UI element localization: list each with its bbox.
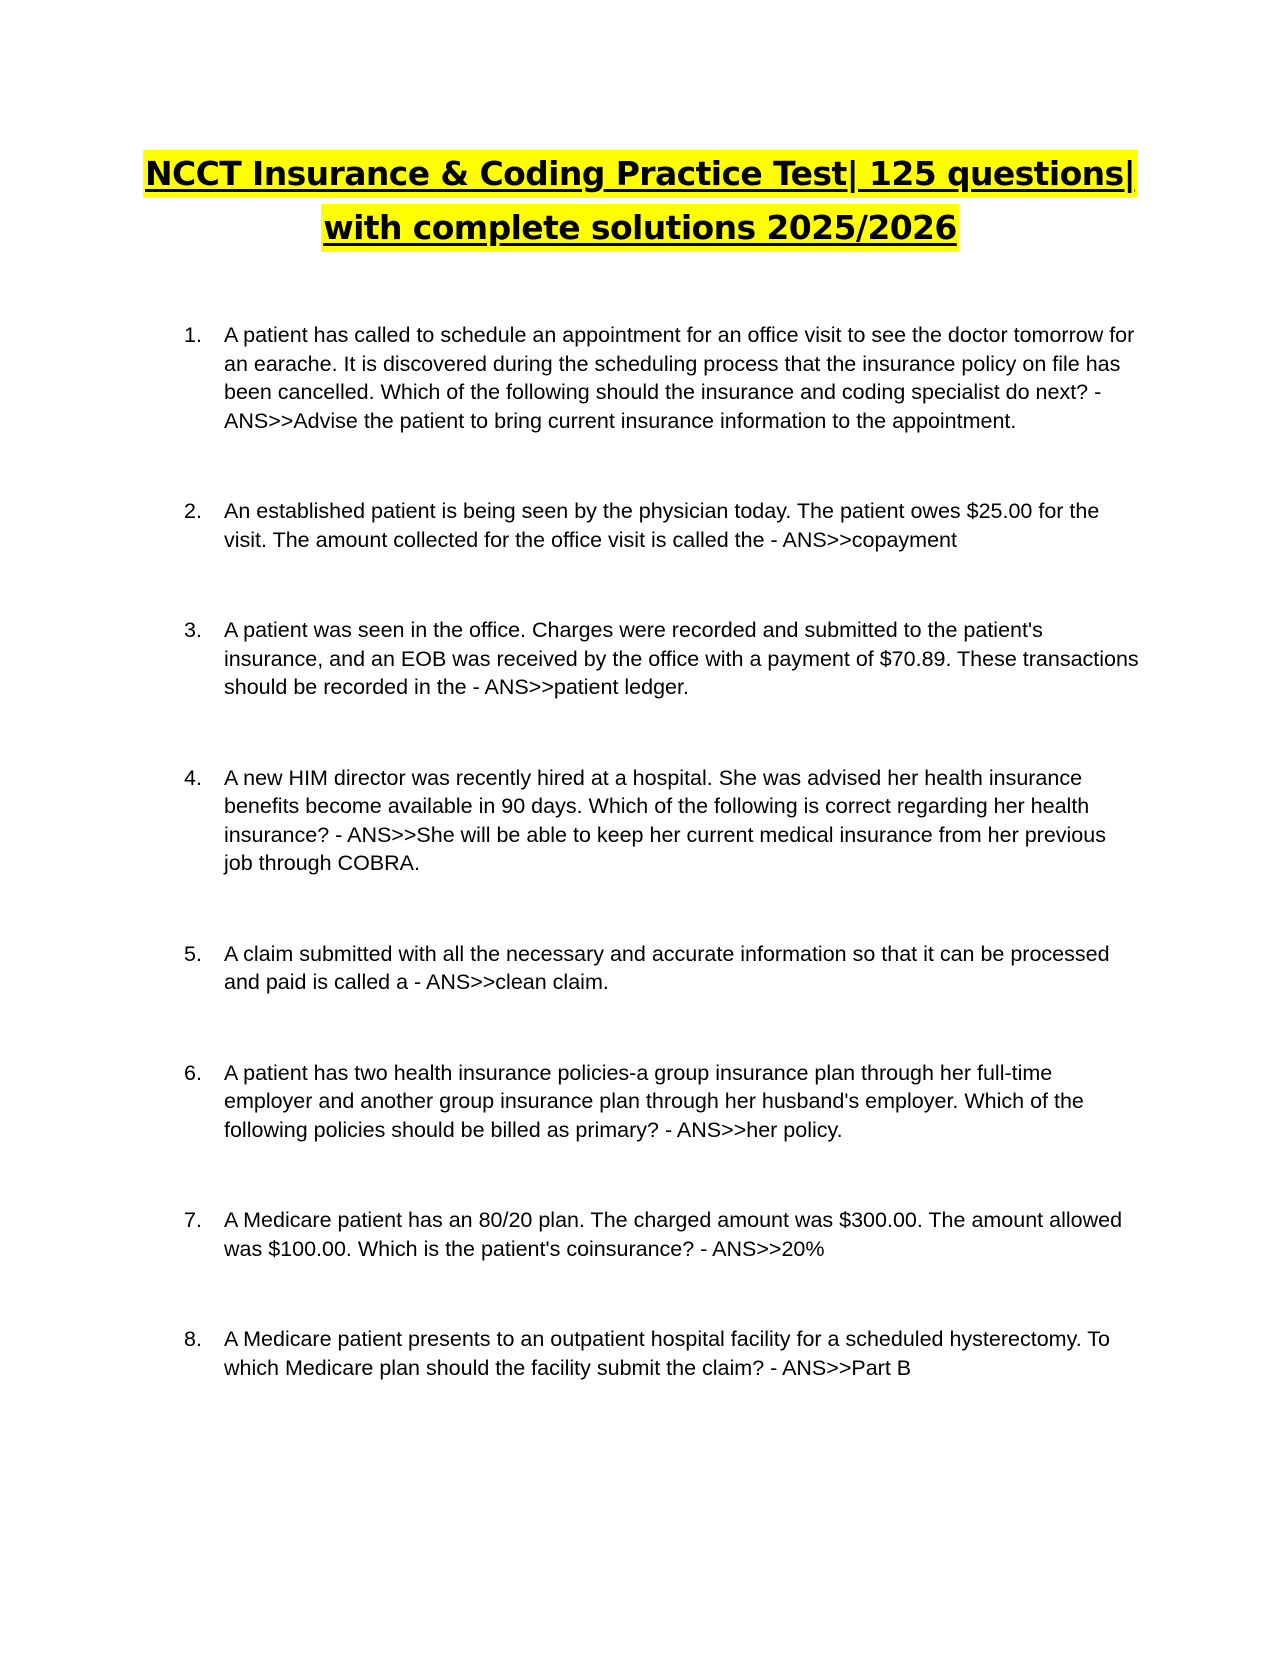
title-line-2: with complete solutions 2025/2026: [321, 204, 959, 252]
question-text: A patient has called to schedule an appointment for an office visit to see the doctor tomorrow for an earache. It is discovered during the scheduling process that the insurance policy on file has been cancelled. Which of the following should the insurance and coding specialist do next? - ANS>>Advise the patient to bring current insurance information to the appointment.: [224, 323, 1135, 433]
question-text: A claim submitted with all the necessary and accurate information so that it can be processed and paid is called a - ANS>>clean claim.: [224, 941, 1110, 994]
title-line-1: NCCT Insurance & Coding Practice Test| 125 questions|: [143, 150, 1137, 198]
question-item-8: [0, 1325, 1280, 1382]
question-number: 7.: [184, 1208, 202, 1232]
question-number: 4.: [184, 765, 202, 790]
question-item-2: [0, 497, 1280, 554]
question-text: An established patient is being seen by the physician today. The patient owes $25.00 for the visit. The amount collected for the office visit is called the - ANS>>copayment: [224, 499, 1100, 552]
document-title: [100, 150, 1180, 252]
question-number: 8.: [184, 1327, 202, 1351]
question-text: A Medicare patient has an 80/20 plan. The charged amount was $300.00. The amount allowed was $100.00. Which is the patient's coinsurance? - ANS>>20%: [224, 1208, 1123, 1261]
question-text: A Medicare patient presents to an outpatient hospital facility for a scheduled hysterectomy. To which Medicare plan should the facility submit the claim? - ANS>>Part B: [224, 1327, 1110, 1380]
question-item-6: [0, 1059, 1280, 1145]
question-item-5: [0, 940, 1280, 997]
question-number: 3.: [184, 618, 202, 642]
question-text: A patient has two health insurance policies-a group insurance plan through her full-time employer and another group insurance plan through her husband's employer. Which of the following policies should be billed as primary? - ANS>>her policy.: [224, 1060, 1084, 1142]
question-item-4: [0, 764, 1280, 878]
question-number: 5.: [184, 941, 202, 966]
question-list: [0, 321, 1280, 1444]
question-item-7: [0, 1206, 1280, 1263]
question-number: 1.: [184, 323, 202, 347]
question-item-1: [0, 321, 1280, 435]
question-item-3: [0, 616, 1280, 702]
question-text: A new HIM director was recently hired at a hospital. She was advised her health insurance benefits become available in 90 days. Which of the following is correct regarding her health insurance? - ANS>>She will be able to keep her current medical insurance from her previous job through COBRA.: [224, 765, 1106, 875]
question-text: A patient was seen in the office. Charges were recorded and submitted to the patient's insurance, and an EOB was received by the office with a payment of $70.89. These transactions should be recorded in the - ANS>>patient ledger.: [224, 618, 1139, 699]
question-number: 6.: [184, 1060, 202, 1085]
question-number: 2.: [184, 499, 202, 523]
